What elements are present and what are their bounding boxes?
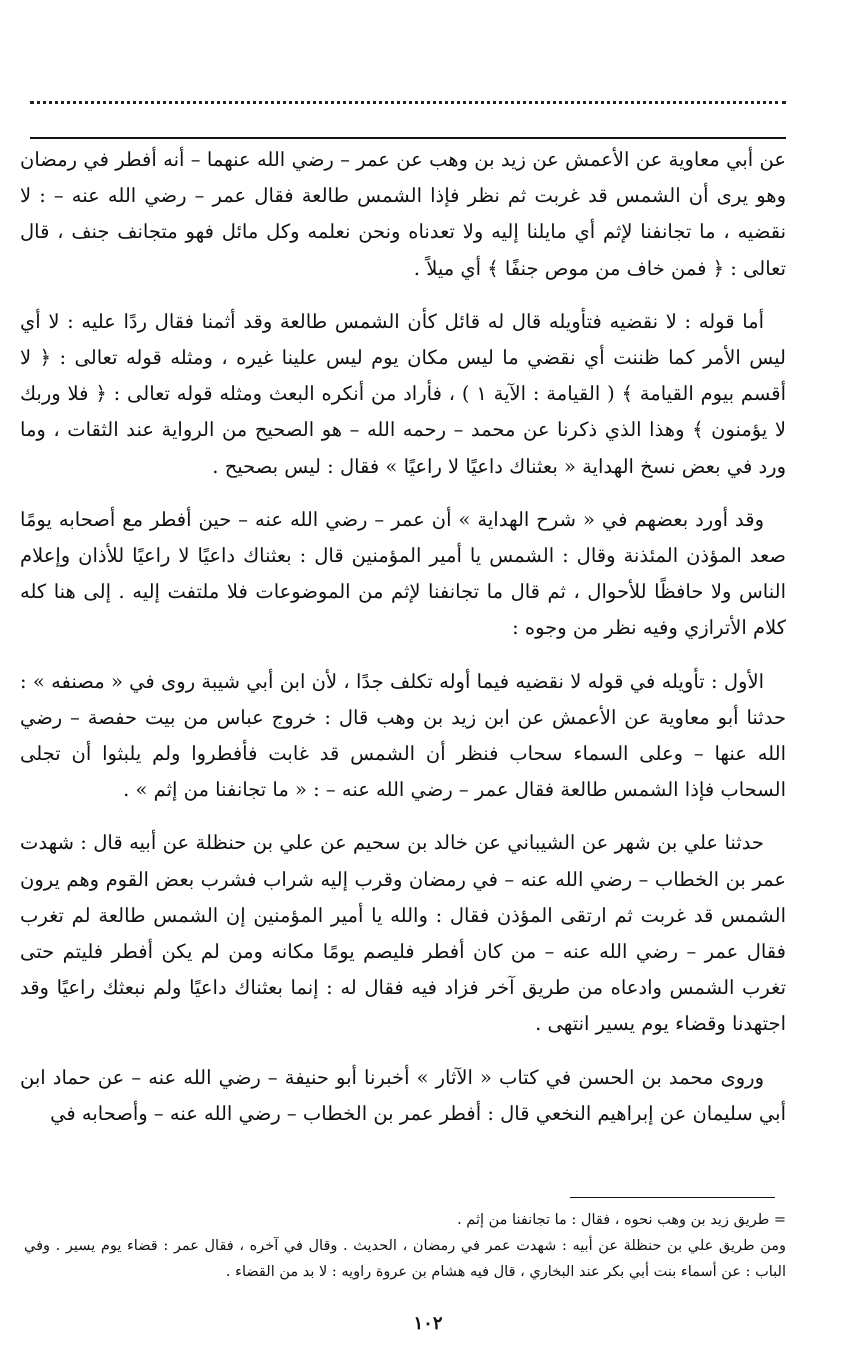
paragraph-4: الأول : تأويله في قوله لا نقضيه فيما أوله تكلف جدًا ، لأن ابن أبي شيبة روى في « مصنفه » : حدثنا أبو معاوية عن الأعمش عن ابن زيد بن وهب قال : خروج عباس من بيت حفصة – رضي الله عنها – وعلى السماء سحاب فنظر أن الشمس قد غابت فأفطروا ولم يلبثوا أن تجلى السحاب فإذا الشمس طالعة فقال عمر – رضي الله عنه – : « ما تجانفنا من إثم » .	[20, 669, 786, 802]
paragraph-5: حدثنا علي بن شهر عن الشيباني عن خالد بن سحيم عن علي بن حنظلة عن أبيه قال : شهدت عمر بن الخطاب – رضي الله عنه – في رمضان وقرب إليه شراب فشرب بعض القوم وهم يرون الشمس قد غربت ثم ارتقى المؤذن فقال : والله يا أمير المؤمنين إن الشمس طالعة لم تغرب فقال عمر – رضي الله عنه – من كان أفطر فليصم يومًا مكانه ومن لم يكن أفطر فليتم حتى تغرب الشمس وادعاه من طريق آخر فزاد فيه فقال له : إنما بعثناك داعيًا ولم نبعثك راعيًا وقد اجتهدنا وقضاء يوم يسير انتهى .	[20, 831, 786, 1036]
page-number: ١٠٢	[413, 1313, 443, 1334]
footnote-2: ومن طريق علي بن حنظلة عن أبيه : شهدت عمر في رمضان ، الحديث . وقال في آخره ، فقال عمر : قضاء يوم يسير . وفي الباب : عن أسماء بنت أبي بكر عند البخاري ، قال فيه هشام بن عروة راويه : لا بد من القضاء .	[24, 1238, 786, 1280]
header-dotted-rule	[30, 101, 786, 104]
header-rule	[30, 137, 786, 139]
footnote-separator	[570, 1197, 775, 1198]
paragraph-6: وروى محمد بن الحسن في كتاب « الآثار » أخبرنا أبو حنيفة – رضي الله عنه – عن حماد ابن أبي سليمان عن إبراهيم النخعي قال : أفطر عمر بن الخطاب – رضي الله عنه – وأصحابه في	[20, 1065, 786, 1125]
paragraph-1: عن أبي معاوية عن الأعمش عن زيد بن وهب عن عمر – رضي الله عنهما – أنه أفطر في رمضان وهو يرى أن الشمس قد غربت ثم نظر فإذا الشمس طالعة فقال عمر – رضي الله عنه – : لا نقضيه ، ما تجانفنا لإثم أي مايلنا إليه ولا تعدناه ونحن نعلمه وكل مائل فهو متجانف جنف ، قال تعالى : ﴿ فمن خاف من موص جنفًا ﴾ أي ميلاً .	[20, 148, 786, 280]
paragraph-2: أما قوله : لا نقضيه فتأويله قال له قائل كأن الشمس طالعة وقد أثمنا فقال ردًا عليه : لا أي ليس الأمر كما ظننت أي نقضي ما ليس مكان يوم ليس علينا غيره ، ومثله قوله تعالى : ﴿ لا أقسم بيوم القيامة ﴾ ( القيامة : الآية ١ ) ، فأراد من أنكره البعث ومثله قوله تعالى : ﴿ فلا وربك لا يؤمنون ﴾ وهذا الذي ذكرنا عن محمد – رحمه الله – هو الصحيح من الرواية عند الثقات ، وما ورد في بعض نسخ الهداية « بعثناك داعيًا لا راعيًا » فقال : ليس بصحيح .	[20, 309, 786, 478]
paragraph-3: وقد أورد بعضهم في « شرح الهداية » أن عمر – رضي الله عنه – حين أفطر مع أصحابه يومًا صعد المؤذن المئذنة وقال : الشمس يا أمير المؤمنين قال : بعثناك داعيًا لا راعيًا للأذان وإعلام الناس ولا حافظًا للأحوال ، ثم قال ما تجانفنا لإثم من الموضوعات فلا ملتفت إليه . إلى هنا كله كلام الأترازي وفيه نظر من وجوه :	[20, 507, 786, 640]
main-text	[20, 142, 786, 1149]
footnotes	[24, 1207, 786, 1285]
footnote-1: = طريق زيد بن وهب نحوه ، فقال : ما تجانفنا من إثم .	[457, 1212, 786, 1228]
